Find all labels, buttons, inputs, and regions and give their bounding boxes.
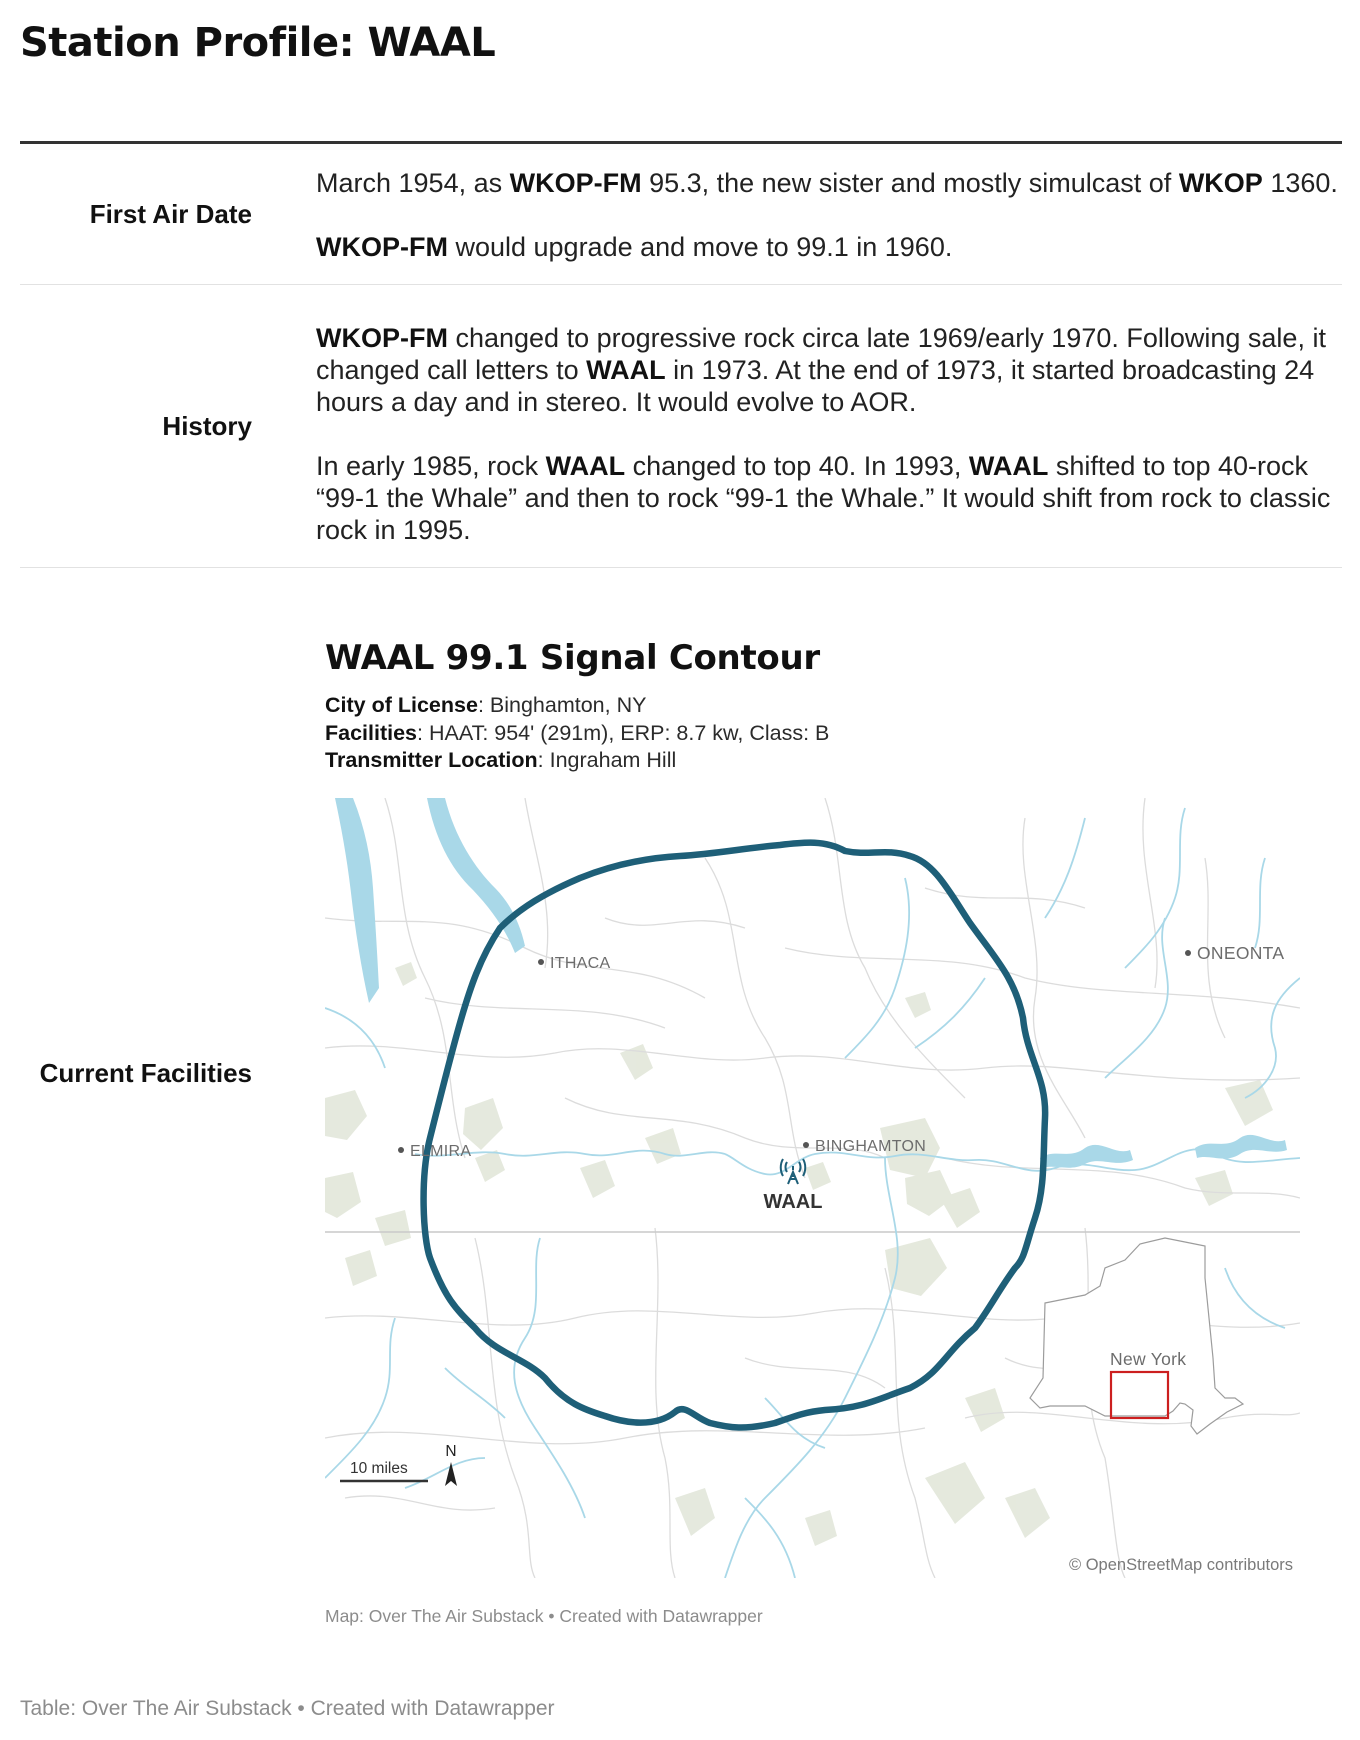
text-run: in 1973. At the end of 1973, it started broadcasting 24 hours a day and in stereo. It would evolve to AOR. (316, 355, 1315, 417)
inset-label: New York (1110, 1349, 1187, 1369)
map-meta-transmitter-location (325, 747, 1300, 775)
meta-value: : Ingraham Hill (537, 748, 677, 772)
meta-label: Facilities (325, 720, 418, 745)
text-run: would upgrade and move to 99.1 in 1960. (447, 232, 953, 262)
bold-callsign: WKOP-FM (316, 232, 448, 262)
city-binghamton[interactable] (803, 1138, 926, 1155)
table-row (20, 144, 1342, 285)
scale-label: 10 miles (350, 1460, 408, 1477)
city-oneonta[interactable] (1185, 943, 1284, 963)
bold-callsign: WAAL (545, 451, 626, 481)
map-meta-city-of-license (325, 692, 1300, 720)
text-run: In early 1985, rock (316, 451, 546, 481)
north-label: N (445, 1443, 457, 1460)
paragraph (316, 231, 1342, 263)
city-dot (538, 959, 544, 965)
city-dot (398, 1147, 404, 1153)
text-run: 95.3, the new sister and mostly simulcast of (641, 168, 1179, 198)
text-run: shifted to top 40-rock “99-1 the Whale” and then to rock “99-1 the Whale.” It would shift from rock to classic rock in 1995. (316, 451, 1331, 545)
signal-contour-map-block (325, 638, 1300, 1626)
map-meta-facilities (325, 720, 1300, 748)
paragraph (316, 167, 1342, 199)
city-label-elmira: ELMIRA (410, 1143, 472, 1160)
meta-value: : Binghamton, NY (477, 693, 647, 717)
table-credit: Table: Over The Air Substack • Created with Datawrapper (20, 1697, 555, 1720)
row-label-current-facilities: Current Facilities (39, 1057, 252, 1088)
row-label-history: History (162, 410, 252, 441)
text-run: changed to top 40. In 1993, (625, 451, 969, 481)
bold-callsign: WKOP-FM (509, 168, 642, 198)
city-dot (803, 1142, 809, 1148)
station-label: WAAL (763, 1191, 823, 1213)
bold-callsign: WKOP-FM (316, 323, 448, 353)
city-label-binghamton: BINGHAMTON (815, 1138, 927, 1155)
map-canvas[interactable] (325, 798, 1300, 1578)
text-run: March 1954, as (316, 168, 510, 198)
row-content-first-air-date (252, 144, 1342, 284)
map-credit: Map: Over The Air Substack • Created with Datawrapper (325, 1606, 763, 1626)
city-label-oneonta: ONEONTA (1197, 943, 1285, 963)
city-dot (1185, 950, 1191, 956)
page-title: Station Profile: WAAL (20, 20, 496, 66)
table-row (20, 285, 1342, 568)
meta-label: Transmitter Location (325, 748, 538, 772)
bold-callsign: WKOP (1178, 168, 1263, 198)
paragraph (316, 450, 1342, 546)
meta-value: : HAAT: 954' (291m), ERP: 8.7 kw, Class: B (417, 720, 830, 745)
map-title: WAAL 99.1 Signal Contour (325, 638, 820, 678)
row-content-history (252, 285, 1342, 567)
map-attribution[interactable]: © OpenStreetMap contributors (1068, 1556, 1293, 1574)
bold-callsign: WAAL (968, 451, 1049, 481)
meta-label: City of License (325, 693, 478, 717)
row-label-first-air-date: First Air Date (89, 198, 252, 229)
paragraph (316, 322, 1342, 418)
text-run: changed to progressive rock circa late 1969/early 1970. Following sale, it changed call letters to (316, 323, 1326, 385)
bold-callsign: WAAL (586, 355, 666, 385)
city-label-ithaca: ITHACA (550, 955, 611, 972)
text-run: 1360. (1262, 168, 1338, 198)
map-meta (325, 692, 1300, 775)
